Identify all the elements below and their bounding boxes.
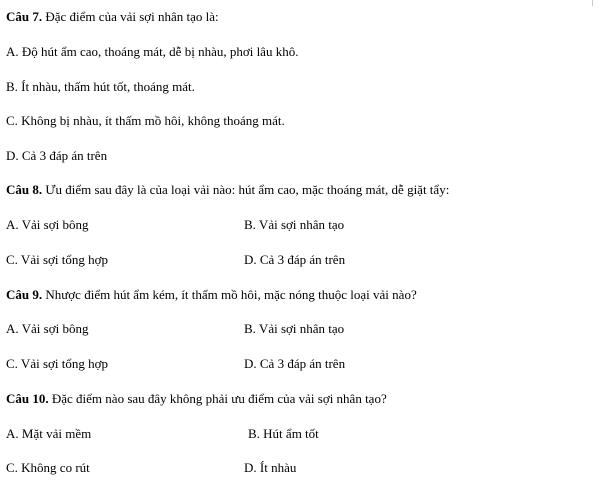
question-text: Nhược điểm hút ẩm kém, ít thấm mồ hôi, mặc nóng thuộc loại vải nào? (42, 287, 417, 302)
question-9-option-d: D. Cả 3 đáp án trên (244, 356, 346, 371)
question-10 (6, 391, 387, 407)
question-text: Ưu điểm sau đây là của loại vải nào: hút ẩm cao, mặc thoáng mát, dễ giặt tẩy: (42, 182, 450, 197)
question-10-option-a: A. Mặt vải mềm (6, 426, 92, 441)
question-9-option-a: A. Vải sợi bông (6, 321, 89, 336)
question-9-option-c: C. Vải sợi tổng hợp (6, 356, 108, 371)
question-number: Câu 7. (6, 9, 43, 24)
question-7-option-d: D. Cả 3 đáp án trên (6, 148, 108, 163)
question-10-option-b: B. Hút ẩm tốt (248, 426, 319, 441)
question-7 (6, 9, 219, 25)
question-number: Câu 9. (6, 287, 43, 302)
page-corner-mark (592, 0, 593, 6)
question-8 (6, 182, 449, 198)
question-10-option-d: D. Ít nhàu (244, 460, 297, 475)
question-7-option-c: C. Không bị nhàu, ít thấm mồ hôi, không thoáng mát. (6, 113, 285, 128)
question-text: Đặc điểm nào sau đây không phải ưu điểm của vải sợi nhân tạo? (48, 391, 387, 406)
question-7-option-b: B. Ít nhàu, thấm hút tốt, thoáng mát. (6, 79, 195, 94)
question-8-option-b: B. Vải sợi nhân tạo (244, 217, 345, 232)
question-10-option-c: C. Không co rút (6, 460, 90, 475)
question-7-option-a: A. Độ hút ẩm cao, thoáng mát, dễ bị nhàu, phơi lâu khô. (6, 44, 299, 59)
question-text: Đặc điểm của vải sợi nhân tạo là: (42, 9, 219, 24)
question-9-option-b: B. Vải sợi nhân tạo (244, 321, 345, 336)
question-number: Câu 10. (6, 391, 49, 406)
question-number: Câu 8. (6, 182, 43, 197)
question-9 (6, 287, 417, 303)
question-8-option-c: C. Vải sợi tổng hợp (6, 252, 108, 267)
question-8-option-d: D. Cả 3 đáp án trên (244, 252, 346, 267)
question-8-option-a: A. Vải sợi bông (6, 217, 89, 232)
